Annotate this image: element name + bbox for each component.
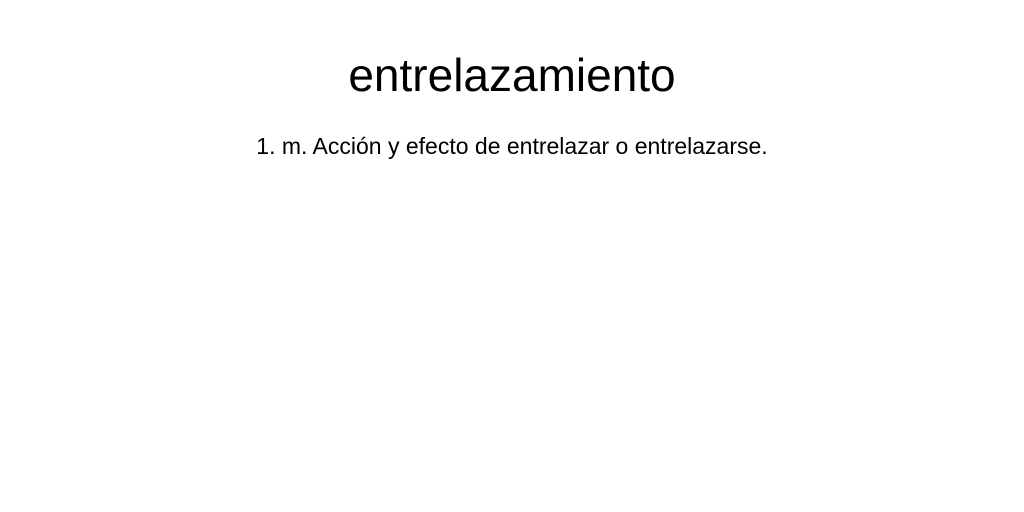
headword-title: entrelazamiento xyxy=(348,49,676,101)
definition-1: 1. m. Acción y efecto de entrelazar o entrelazarse. xyxy=(256,133,768,159)
